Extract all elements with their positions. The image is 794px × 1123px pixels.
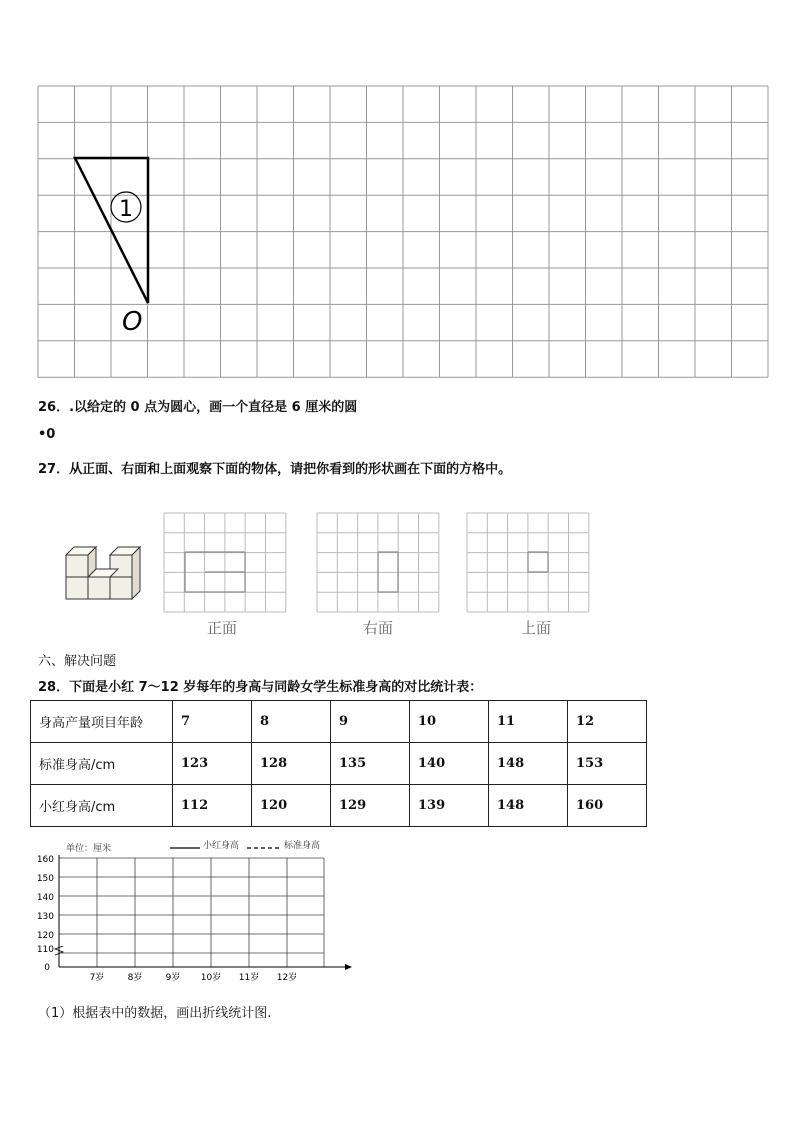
table-cell: 112 — [173, 785, 252, 827]
age-cell: 7 — [173, 701, 252, 743]
age-cell: 9 — [331, 701, 410, 743]
point-o-mark: •0 — [38, 427, 56, 442]
table-cell: 128 — [252, 743, 331, 785]
point-o-label: O — [122, 307, 143, 337]
table-cell: 123 — [173, 743, 252, 785]
cube-object — [66, 547, 140, 599]
x-tick-label: 11岁 — [238, 973, 260, 983]
view-label-right: 右面 — [362, 619, 394, 637]
legend-solid-label: 小红身高 — [203, 841, 240, 851]
table-header-label: 身高产量项目年龄 — [31, 701, 173, 743]
table-cell: 153 — [568, 743, 647, 785]
y-tick-label: 110 — [36, 945, 54, 955]
table-cell: 160 — [568, 785, 647, 827]
chart-unit-label: 单位：厘米 — [66, 844, 112, 854]
age-cell: 12 — [568, 701, 647, 743]
age-cell: 11 — [489, 701, 568, 743]
table-cell: 148 — [489, 785, 568, 827]
table-cell: 135 — [331, 743, 410, 785]
y-tick-labels — [37, 855, 54, 973]
view-label-front: 正面 — [206, 619, 238, 637]
y-tick-label: 120 — [36, 931, 54, 941]
table-cell: 148 — [489, 743, 568, 785]
x-axis-arrow — [345, 964, 352, 970]
triangle-label: 1 — [119, 197, 133, 222]
views-figure — [0, 500, 794, 645]
age-cell: 10 — [410, 701, 489, 743]
chart-grid — [59, 858, 324, 967]
question-28-sub-1: （1）根据表中的数据，画出折线统计图. — [38, 1006, 272, 1021]
view-grids — [164, 513, 589, 612]
table-cell: 140 — [410, 743, 489, 785]
x-tick-labels — [90, 971, 298, 983]
age-cell: 8 — [252, 701, 331, 743]
x-tick-label: 7岁 — [89, 973, 105, 983]
view-label-top: 上面 — [520, 619, 552, 637]
question-28: 28．下面是小红 7～12 岁每年的身高与同龄女学生标准身高的对比统计表： — [38, 680, 483, 695]
height-table — [30, 700, 647, 827]
axis-break-mark — [55, 946, 63, 955]
table-row — [31, 743, 647, 785]
legend-dashed-label: 标准身高 — [284, 841, 321, 851]
row-label-xiaohong: 小红身高/cm — [31, 785, 173, 827]
row-label-standard: 标准身高/cm — [31, 743, 173, 785]
blank-line-chart — [0, 835, 794, 985]
table-row — [31, 785, 647, 827]
y-tick-label: 140 — [36, 893, 54, 903]
table-cell: 129 — [331, 785, 410, 827]
table-cell: 139 — [410, 785, 489, 827]
question-27: 27．从正面、右面和上面观察下面的物体，请把你看到的形状画在下面的方格中。 — [38, 462, 512, 477]
section-6-heading: 六、解决问题 — [38, 654, 117, 669]
x-tick-label: 10岁 — [200, 973, 222, 983]
x-tick-label: 12岁 — [276, 973, 298, 983]
x-tick-label: 8岁 — [127, 973, 143, 983]
question-26: 26．.以给定的 0 点为圆心，画一个直径是 6 厘米的圆 — [38, 400, 358, 415]
table-row — [31, 701, 647, 743]
y-tick-label: 150 — [36, 874, 54, 884]
y-tick-label: 160 — [36, 855, 54, 865]
y-tick-label: 130 — [36, 912, 54, 922]
x-tick-label: 9岁 — [165, 973, 181, 983]
top-grid-figure — [0, 0, 794, 390]
y-tick-label: 0 — [44, 963, 50, 973]
table-cell: 120 — [252, 785, 331, 827]
